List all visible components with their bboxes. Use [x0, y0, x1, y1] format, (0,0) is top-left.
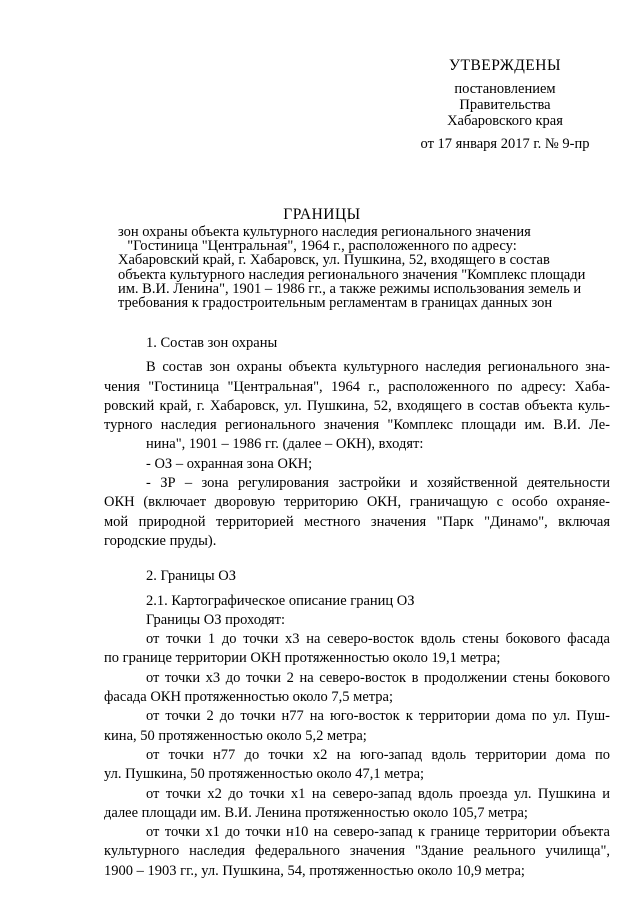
- boundary-segment: культурного наследия федерального значения "Здание реального училища",: [104, 843, 610, 860]
- title-line: зон охраны объекта культурного наследия регионального значения: [118, 224, 531, 240]
- title-line: Хабаровский край, г. Хабаровск, ул. Пушкина, 52, входящего в состав: [118, 252, 550, 269]
- boundary-segment: ул. Пушкина, 50 протяженностью около 47,1 метра;: [104, 766, 425, 783]
- paragraph-line: городские пруды).: [104, 532, 217, 549]
- approval-heading: УТВЕРЖДЕНЫ: [449, 57, 561, 74]
- boundary-segment: от точки 2 до точки н77 на юго-восток к территории дома по ул. Пуш-: [146, 708, 610, 725]
- list-item: - ЗР – зона регулирования застройки и хозяйственной деятельности: [146, 475, 610, 492]
- boundary-segment: 1900 – 1903 гг., ул. Пушкина, 54, протяженностью около 10,9 метра;: [104, 862, 525, 879]
- boundary-segment: от точки 1 до точки х3 на северо-восток вдоль стены бокового фасада: [146, 631, 610, 648]
- title-line: "Гостиница "Центральная", 1964 г., расположенного по адресу:: [127, 238, 517, 255]
- section-heading: 2. Границы ОЗ: [146, 568, 237, 585]
- boundary-segment: от точки х1 до точки н10 на северо-запад к границе территории объекта: [146, 824, 610, 841]
- document-title: [118, 206, 586, 312]
- paragraph-line: Границы ОЗ проходят:: [146, 611, 286, 628]
- subsection-heading: 2.1. Картографическое описание границ ОЗ: [146, 592, 415, 609]
- paragraph-line: ОКН (включает дворовую территорию ОКН, граничащую с особо охраняе-: [104, 494, 610, 511]
- title-line: объекта культурного наследия регионального значения "Комплекс площади: [118, 266, 586, 283]
- paragraph-line: чения "Гостиница "Центральная", 1964 г., расположенного по адресу: Хаба-: [104, 378, 610, 395]
- paragraph-line: нина", 1901 – 1986 гг. (далее – ОКН), входят:: [146, 436, 424, 453]
- approval-line: постановлением: [454, 81, 556, 97]
- title-heading: ГРАНИЦЫ: [283, 206, 361, 223]
- boundary-segment: от точки х2 до точки х1 на северо-запад вдоль проезда ул. Пушкина и: [146, 785, 610, 802]
- paragraph-line: турного наследия регионального значения "Комплекс площади им. В.И. Ле-: [104, 417, 610, 434]
- boundary-segment: далее площади им. В.И. Ленина протяженностью около 105,7 метра;: [104, 804, 528, 821]
- document-body: [104, 334, 610, 881]
- boundary-segment: от точки х3 до точки 2 на северо-восток в продолжении стены бокового: [146, 669, 610, 686]
- boundary-segment: фасада ОКН протяженностью около 7,5 метра;: [104, 689, 393, 706]
- title-line: требования к градостроительным регламентам в границах данных зон: [118, 295, 553, 312]
- approval-date: от 17 января 2017 г. № 9-пр: [420, 136, 590, 152]
- list-item: - ОЗ – охранная зона ОКН;: [146, 455, 313, 472]
- paragraph-line: ровский край, г. Хабаровск, ул. Пушкина, 52, входящего в состав объекта куль-: [104, 397, 610, 414]
- paragraph-line: В состав зон охраны объекта культурного наследия регионального зна-: [146, 359, 610, 376]
- boundary-segment: кина, 50 протяженностью около 5,2 метра;: [104, 727, 367, 744]
- paragraph-line: мой природной территорией местного значения "Парк "Динамо", включая: [104, 513, 610, 530]
- approval-line: Правительства: [459, 97, 551, 113]
- approval-line: Хабаровского края: [447, 113, 563, 129]
- approval-stamp: [400, 58, 610, 152]
- title-line: им. В.И. Ленина", 1901 – 1986 гг., а также режимы использования земель и: [118, 280, 582, 297]
- boundary-segment: от точки н77 до точки х2 на юго-запад вдоль территории дома по: [146, 746, 610, 763]
- boundary-segment: по границе территории ОКН протяженностью около 19,1 метра;: [104, 650, 501, 667]
- section-heading: 1. Состав зон охраны: [146, 335, 278, 351]
